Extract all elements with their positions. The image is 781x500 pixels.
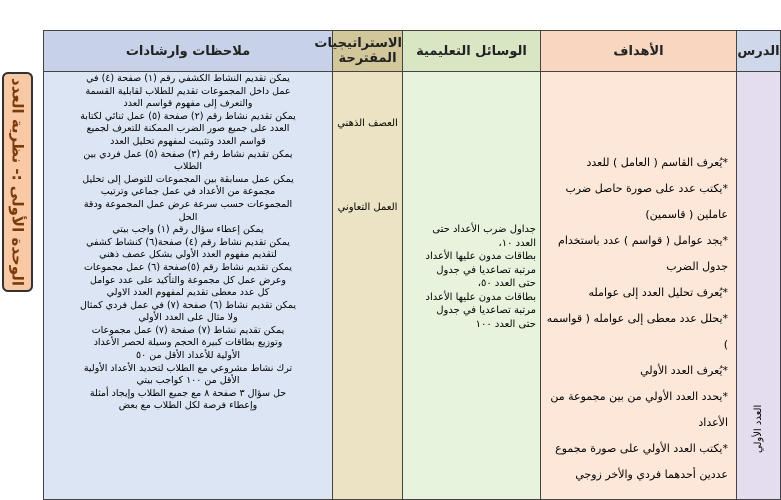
note-line: يمكن إعطاء سؤال رقم (١) واجب بيتي xyxy=(112,224,264,236)
note-line: يمكن تقديم نشاط (٦) صفحة (٧) في عمل فردي كمثال xyxy=(79,299,297,311)
media-cell xyxy=(403,72,541,500)
goal-line: *يُعرف تحليل العدد إلى عوامله xyxy=(588,286,728,299)
strategy-brainstorming: العصف الذهني xyxy=(337,118,398,129)
media-line: مرتبة تصاعديا في جدول xyxy=(436,305,536,316)
strategies-cell xyxy=(333,72,403,500)
note-line: الطلاب xyxy=(174,161,202,173)
media-line: حتى العدد ٥٠، xyxy=(477,278,536,289)
unit-label xyxy=(2,72,33,292)
note-line: لتقديم مفهوم العدد الأولي بشكل عصف ذهني xyxy=(99,249,277,261)
media-list xyxy=(403,72,540,331)
media-line: جداول ضرب الأعداد حتى xyxy=(432,224,536,235)
unit-label-text: الوحدة الأولى :- نظرية العدد xyxy=(8,78,27,286)
note-line: يمكن تقديم نشاط رقم (٥)صفحة (٦) عمل مجموعات xyxy=(83,261,293,273)
header-notes: ملاحظات وارشادات xyxy=(44,31,333,72)
lesson-cell xyxy=(737,72,781,500)
goal-line: الأعداد xyxy=(698,416,728,429)
media-line: حتى العدد ١٠٠ xyxy=(475,318,536,330)
goals-cell xyxy=(541,72,737,500)
media-line: مرتبة تصاعديا في جدول xyxy=(436,264,536,276)
goal-line: عددين أحدهما فردي والأخر زوجي xyxy=(575,468,728,481)
media-line: بطاقات مدون عليها الأعداد xyxy=(425,251,536,262)
note-line: الحل xyxy=(178,211,198,223)
note-line: والتعرف إلى مفهوم قواسم العدد xyxy=(123,98,253,110)
header-strategies: الاستراتيجيات المقترحة xyxy=(333,31,403,72)
table-row xyxy=(44,72,781,500)
note-line: يمكن تقديم نشاط رقم (٢) صفحة (٥) عمل ثنائي لكتابة xyxy=(80,110,296,122)
goal-line: جدول الضرب xyxy=(666,260,728,273)
goal-line: ) xyxy=(723,338,728,351)
note-line: يمكن تقديم النشاط الكشفي رقم (١) صفحة (٤) في xyxy=(86,73,290,84)
goal-line: *يكتب عدد على صورة حاصل ضرب xyxy=(565,182,728,195)
note-line: قواسم العدد وتثبيت لمفهوم تحليل العدد xyxy=(110,135,266,147)
goal-line: عاملين ( قاسمين) xyxy=(645,208,728,221)
header-lesson: الدرس xyxy=(737,31,781,72)
note-line: يمكن تقديم نشاط (٧) صفحة (٧) عمل مجموعات xyxy=(91,324,285,336)
note-line: مجموعة من الأعداد في عمل جماعي وترتيب xyxy=(100,186,276,198)
note-line: العدد على جميع صور الضرب الممكنة للتعرف لجميع xyxy=(86,123,290,135)
goal-line: *يكتب العدد الأولي على صورة مجموع xyxy=(555,442,728,455)
table-header-row xyxy=(44,31,781,72)
media-line: العدد ١٠، xyxy=(498,237,536,249)
notes-cell xyxy=(44,72,333,500)
note-line: عمل داخل المجموعات تقديم للطلاب لقابلية القسمة xyxy=(85,85,291,97)
note-line: المجموعات حسب سرعة عرض عمل المجموعة ودقة xyxy=(83,198,293,210)
note-line: حل سؤال ٣ صفحة ٨ مع جميع الطلاب وإيجاد أمثلة xyxy=(89,387,287,399)
goal-line: *يُعرف العدد الأولي xyxy=(640,364,728,377)
note-line: يمكن تقديم نشاط رقم (٣) صفحة (٥) عمل فردي بين xyxy=(83,148,293,160)
goal-line: *يحدد العدد الأولي من بين مجموعة من xyxy=(550,390,728,403)
strategy-cooperative: العمل التعاوني xyxy=(337,202,398,213)
lesson-plan-table xyxy=(43,30,781,500)
note-line: يمكن تقديم نشاط رقم (٤) صفحة(٦) كنشاط كشفي xyxy=(86,236,290,248)
note-line: ترك نشاط مشروعي مع الطلاب لتحديد الأعداد الأولية xyxy=(83,362,293,374)
notes-list xyxy=(44,72,332,414)
goal-line: *يجد عوامل ( قواسم ) عدد باستخدام xyxy=(558,234,728,247)
note-line: وعرض عمل كل مجموعة والتأكيد على عدد عوامل xyxy=(90,274,286,286)
note-line: كل عدد معطى تقديم لمفهوم العدد الاولي xyxy=(106,287,270,299)
goals-list xyxy=(541,72,736,488)
note-line: ولا مثال على العدد الأولي xyxy=(138,312,238,324)
media-line: بطاقات مدون عليها الأعداد xyxy=(425,291,536,303)
note-line: وتوزيع بطاقات كبيرة الحجم وسيلة لحصر الأعداد xyxy=(93,337,283,349)
note-line: وإعطاء فرصة لكل الطلاب مع بعض xyxy=(118,400,258,412)
goal-line: *يحلل عدد معطى إلى عوامله ( قواسمه xyxy=(546,312,728,325)
note-line: الأقل من ١٠٠ كواجب بيتي xyxy=(136,375,240,387)
lesson-name: العدد الأولي xyxy=(753,404,764,454)
header-goals: الأهداف xyxy=(541,31,737,72)
note-line: يمكن عمل مسابقة بين المجموعات للتوصل إلى تحليل xyxy=(82,173,294,185)
goal-line: *يُعرف القاسم ( العامل ) للعدد xyxy=(586,156,728,169)
note-line: الأولية للأعداد الأقل من ٥٠ xyxy=(136,350,240,362)
header-media: الوسائل التعليمية xyxy=(403,31,541,72)
strategies-list xyxy=(333,72,402,215)
